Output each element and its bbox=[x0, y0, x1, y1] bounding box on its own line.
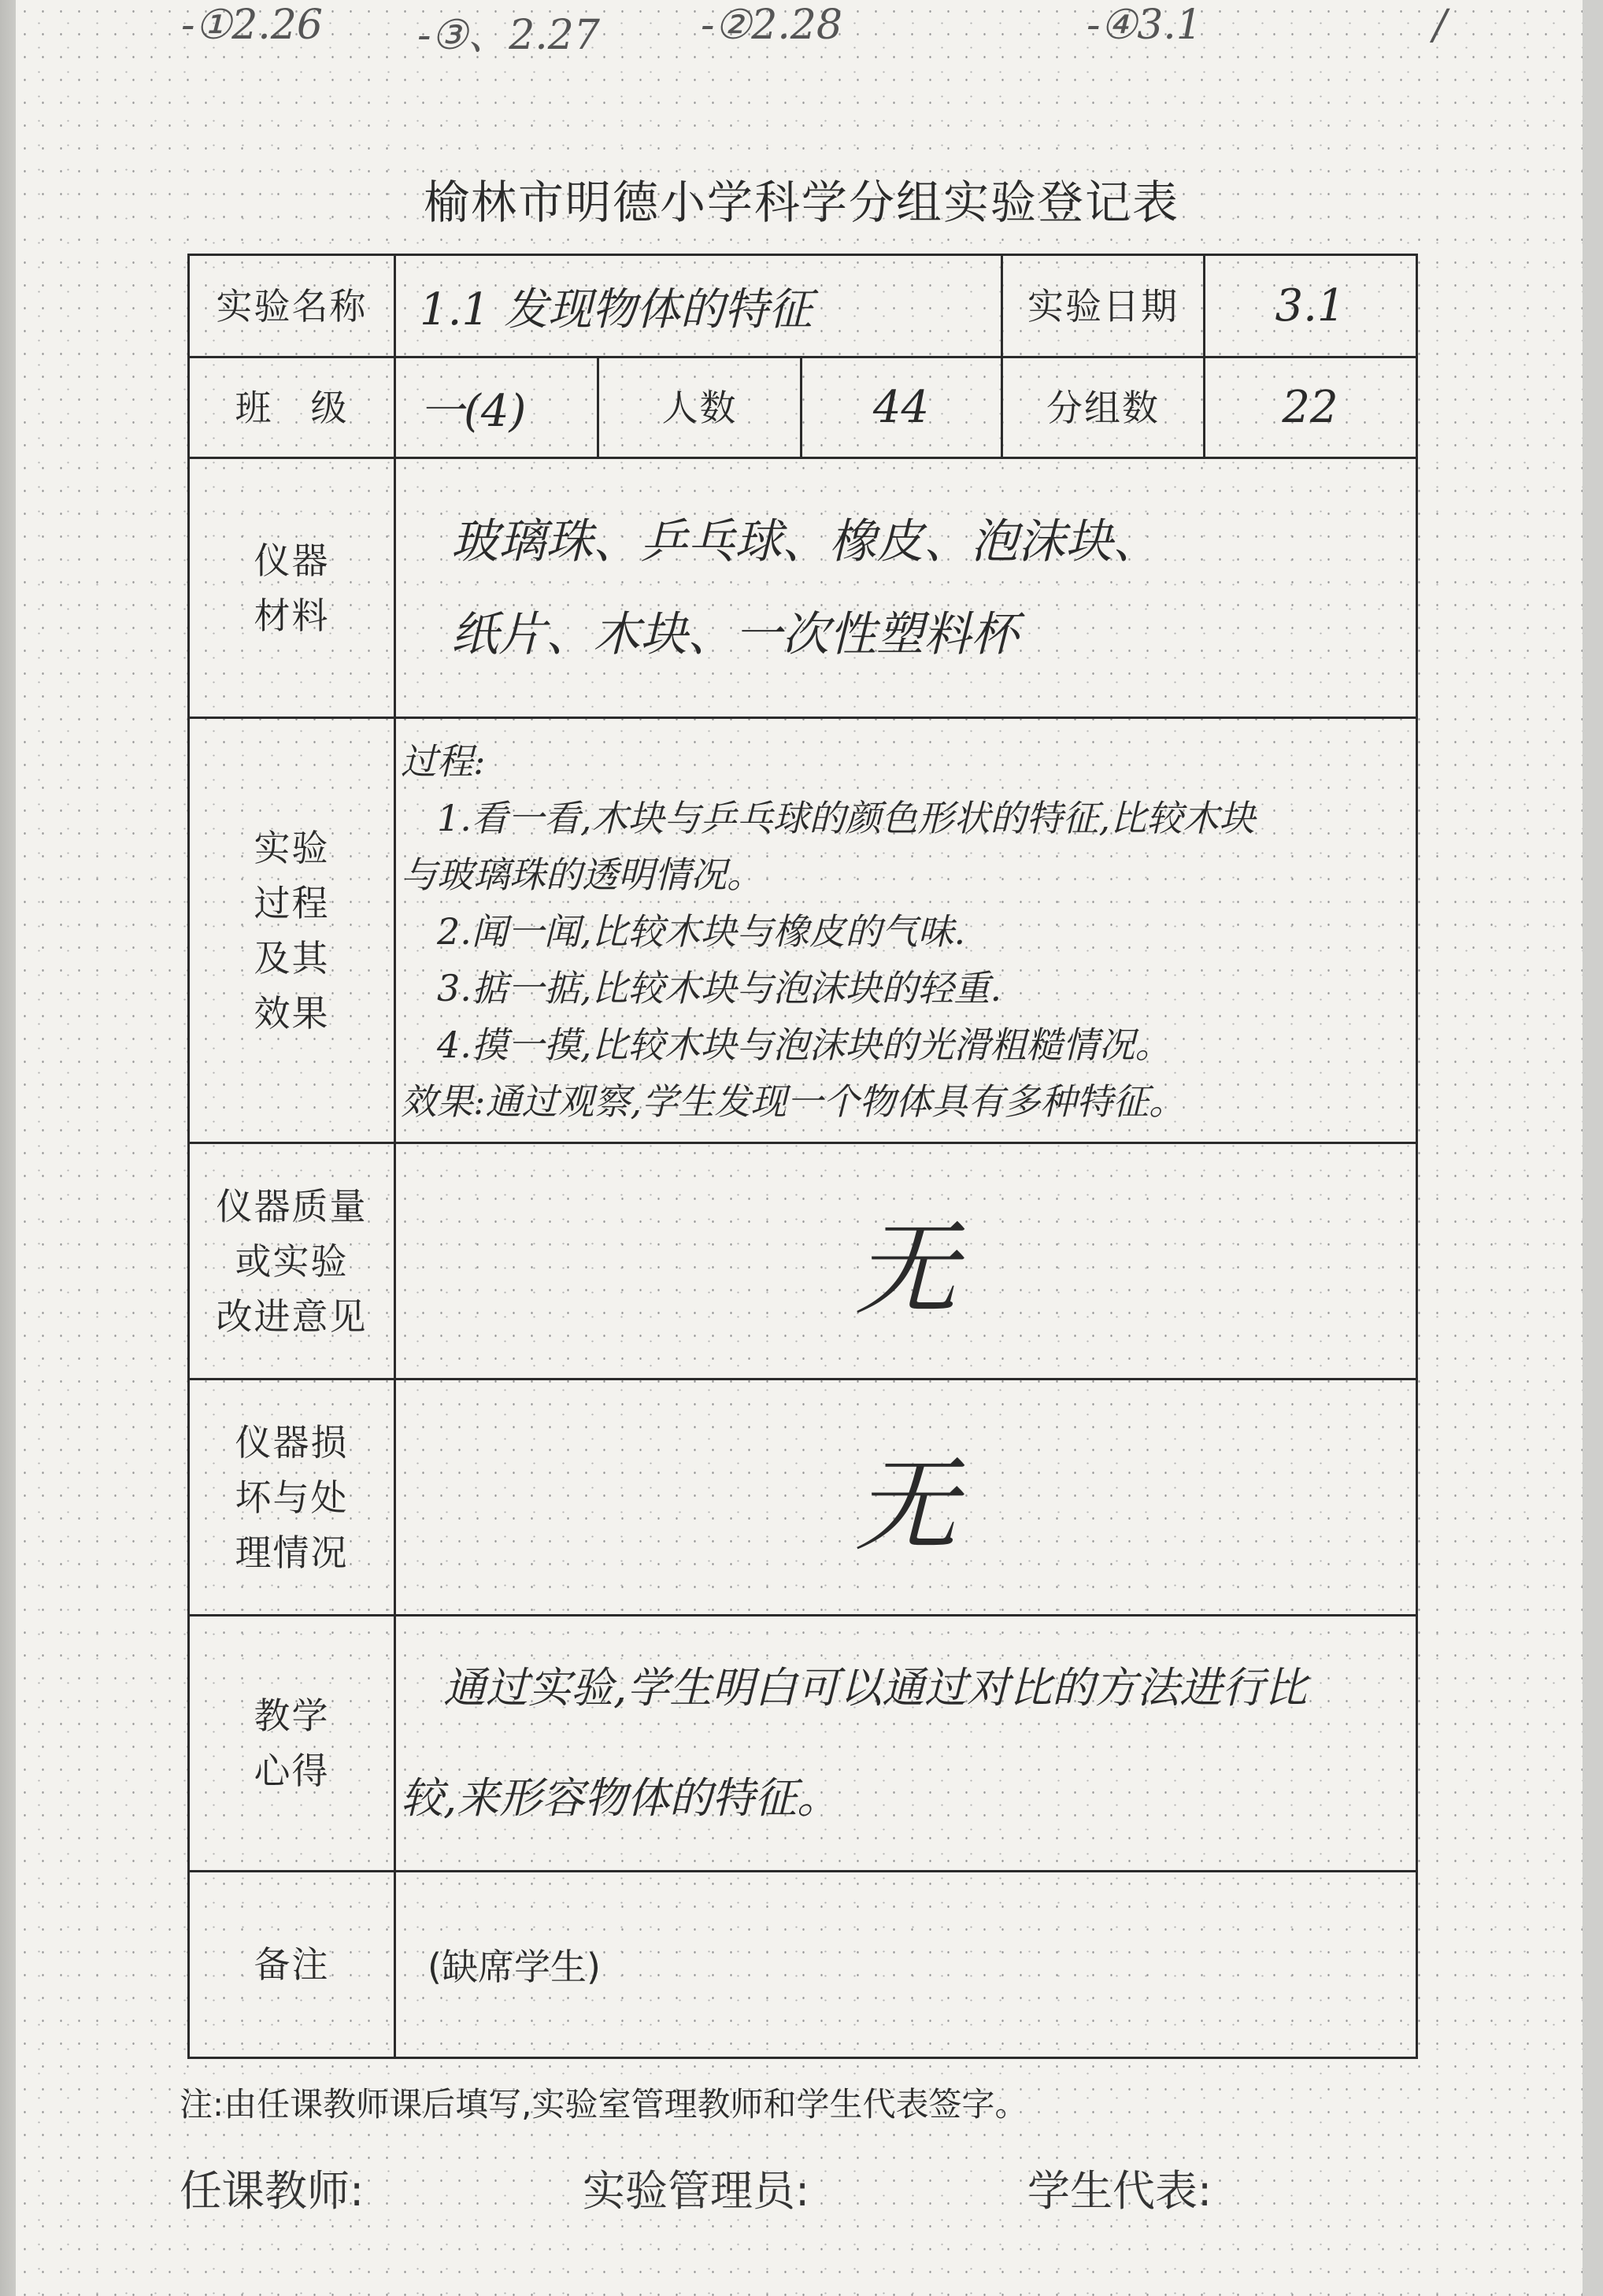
process-line: 过程: bbox=[401, 740, 486, 783]
materials-line: 纸片、木块、一次性塑料杯 bbox=[451, 606, 1018, 662]
damage-value: 无 bbox=[395, 1379, 1417, 1616]
process-line: 3.掂一掂,比较木块与泡沫块的轻重. bbox=[401, 967, 1002, 1009]
materials-label-line: 材料 bbox=[254, 594, 330, 637]
quality-label-line: 改进意见 bbox=[216, 1294, 368, 1338]
quality-value: 无 bbox=[395, 1143, 1417, 1379]
process-label bbox=[189, 718, 395, 1143]
table-row bbox=[189, 1379, 1417, 1616]
student-rep-signature-label: 学生代表: bbox=[1027, 2166, 1212, 2216]
process-line: 效果:通过观察,学生发现一个物体具有多种特征。 bbox=[401, 1080, 1186, 1123]
process-line: 4.摸一摸,比较木块与泡沫块的光滑粗糙情况。 bbox=[401, 1024, 1172, 1066]
top-note-2: -③、2.27 bbox=[417, 12, 600, 59]
people-count-value: 44 bbox=[802, 357, 1002, 458]
top-note-5: / bbox=[1433, 2, 1447, 49]
experiment-name-label: 实验名称 bbox=[189, 255, 395, 357]
admin-signature-label: 实验管理员: bbox=[583, 2166, 810, 2216]
process-label-line: 效果 bbox=[254, 991, 330, 1035]
reflection-line: 较,来形容物体的特征。 bbox=[401, 1773, 840, 1823]
experiment-date-value: 3.1 bbox=[1205, 255, 1417, 357]
process-label-line: 过程 bbox=[254, 881, 330, 924]
process-line: 1.看一看,木块与乒乓球的颜色形状的特征,比较木块 bbox=[401, 797, 1256, 839]
remarks-value: (缺席学生) bbox=[395, 1872, 1417, 2058]
process-label-line: 实验 bbox=[254, 826, 330, 869]
table-row bbox=[189, 458, 1417, 718]
process-label-line: 及其 bbox=[254, 936, 330, 980]
process-line: 2.闻一闻,比较木块与橡皮的气味. bbox=[401, 910, 966, 953]
reflection-label-line: 教学 bbox=[254, 1694, 330, 1737]
table-row bbox=[189, 1872, 1417, 2058]
damage-label-line: 仪器损 bbox=[235, 1420, 349, 1464]
people-count-label: 人数 bbox=[598, 357, 802, 458]
top-note-4: -④3.1 bbox=[1087, 2, 1202, 49]
top-note-3: -②2.28 bbox=[701, 2, 842, 49]
reflection-value bbox=[395, 1616, 1417, 1872]
materials-value bbox=[395, 458, 1417, 718]
table-row bbox=[189, 255, 1417, 357]
class-value: 一(4) bbox=[395, 357, 598, 458]
materials-label bbox=[189, 458, 395, 718]
class-label: 班 级 bbox=[189, 357, 395, 458]
form-title: 榆林市明德小学科学分组实验登记表 bbox=[423, 176, 1179, 229]
remarks-label: 备注 bbox=[189, 1872, 395, 2058]
group-count-value: 22 bbox=[1205, 357, 1417, 458]
teacher-signature-label: 任课教师: bbox=[180, 2166, 365, 2216]
top-note-1: -①2.26 bbox=[181, 2, 323, 49]
quality-label bbox=[189, 1143, 395, 1379]
materials-label-line: 仪器 bbox=[254, 539, 330, 582]
experiment-date-label: 实验日期 bbox=[1002, 255, 1205, 357]
quality-label-line: 仪器质量 bbox=[216, 1184, 368, 1228]
damage-label bbox=[189, 1379, 395, 1616]
footnote: 注:由任课教师课后填写,实验室管理教师和学生代表签字。 bbox=[180, 2085, 1028, 2124]
process-line: 与玻璃珠的透明情况。 bbox=[401, 854, 763, 896]
table-row bbox=[189, 718, 1417, 1143]
materials-line: 玻璃珠、乒乓球、橡皮、泡沫块、 bbox=[451, 513, 1160, 569]
reflection-label-line: 心得 bbox=[254, 1750, 330, 1792]
experiment-name-value: 1.1 发现物体的特征 bbox=[395, 255, 1002, 357]
reflection-label bbox=[189, 1616, 395, 1872]
table-row bbox=[189, 1616, 1417, 1872]
reflection-line: 通过实验,学生明白可以通过对比的方法进行比 bbox=[401, 1663, 1308, 1713]
quality-label-line: 或实验 bbox=[235, 1239, 349, 1283]
table-row bbox=[189, 1143, 1417, 1379]
table-row bbox=[189, 357, 1417, 458]
process-value bbox=[395, 718, 1417, 1143]
damage-label-line: 坏与处 bbox=[235, 1476, 349, 1519]
group-count-label: 分组数 bbox=[1002, 357, 1205, 458]
experiment-registration-table bbox=[187, 254, 1418, 2059]
damage-label-line: 理情况 bbox=[235, 1531, 349, 1574]
